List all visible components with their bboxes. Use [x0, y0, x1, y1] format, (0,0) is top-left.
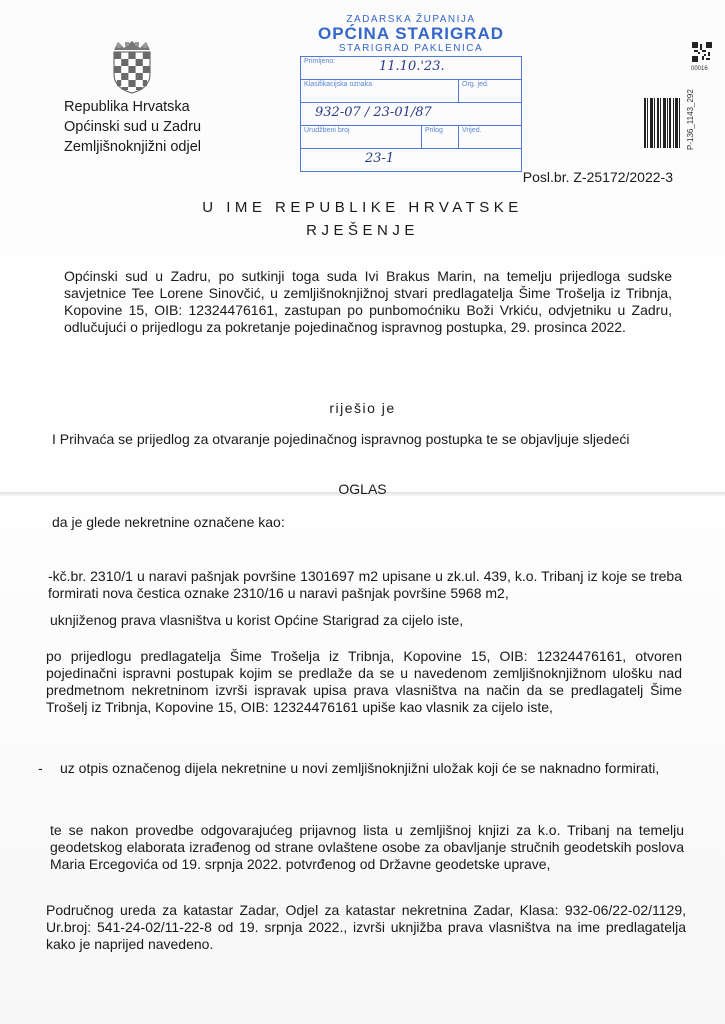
qr-code-icon [692, 42, 712, 62]
stamp-town: STARIGRAD PAKLENICA [338, 43, 484, 54]
notice-title: OGLAS [338, 481, 387, 497]
stamp-county: ZADARSKA ŽUPANIJA [346, 14, 476, 25]
stamp-table [300, 56, 522, 172]
vertical-code: P-136_1143_292 [686, 89, 695, 150]
stamp-received-label: Primljeno: [304, 58, 336, 65]
stamp-number-value: 23-1 [365, 151, 395, 166]
stamp-value-label: Vrijed. [462, 127, 482, 134]
after-paragraph: te se nakon provedbe odgovarajućeg prijavnog lista u zemljišnoj knjizi za k.o. Tribanj na temelju geodetskog elaborata izrađenog od strane ovlaštene osobe za obavljanje stručnih geodetskih poslova Maria Ercegovića od 19. srpnja 2022. potvrđenog od Državne geodetske uprave, [50, 822, 684, 872]
bullet-paragraph: uz otpis označenog dijela nekretnine u novi zemljišnoknjižni uložak koji će se naknadno formirati, [60, 760, 660, 776]
qr-caption: 00016 [691, 66, 708, 72]
issuer-department: Zemljišnoknjižni odjel [64, 139, 201, 155]
stamp-value-label-cell [459, 126, 522, 149]
stamp-class-label: Klasifikacijska oznaka [304, 81, 373, 88]
barcode-icon [644, 98, 680, 148]
owner-paragraph: uknjiženog prava vlasništva u korist Općine Starigrad za cijelo iste, [50, 612, 464, 628]
stamp-org-label: Org. jed. [462, 81, 489, 88]
regarding-paragraph: da je glede nekretnine označene kao: [52, 514, 285, 530]
issuer-block [64, 97, 201, 157]
intro-paragraph: Općinski sud u Zadru, po sutkinji toga suda Ivi Brakus Marin, na temelju prijedloga sudske savjetnice Tee Lorene Sinovčić, u zemljišnoknjižnoj stvari predlagatelja Šime Trošelja iz Tribnja, Kopovine 15, OIB: 12324476161, zastupan po punbomoćniku Boži Vrkiću, odvjetniku u Zadru, odlučujući o prijedlogu za pokretanje pojedinačnog ispravnog postupka, 29. prosinca 2022. [64, 268, 672, 335]
stamp-municipality: OPĆINA STARIGRAD [318, 24, 504, 43]
heading-decision: RJEŠENJE [306, 222, 419, 239]
stamp-number-label: Urudžbeni broj [304, 127, 350, 134]
issuer-court: Općinski sud u Zadru [64, 119, 202, 135]
proposal-paragraph: po prijedlogu predlagatelja Šime Trošelja iz Tribnja, Kopovine 15, OIB: 12324476161, otvoren pojedinačni ispravni postupak kojim se predlaže da se u navedenom zemljišnoknjižnom ulošku nad predmetnom nekretninom izvrši ispravak upisa prava vlasništva na način da se predlagatelj Šime Trošelj iz Tribnja, Kopovine 15, OIB: 12324476161 upiše kao vlasnik za cijelo iste, [46, 648, 682, 715]
bullet-dash: - [38, 760, 43, 776]
point-one-paragraph: I Prihvaća se prijedlog za otvaranje pojedinačnog ispravnog postupka te se objavljuje sljedeći [52, 431, 630, 447]
stamp-attach-label: Prilog [425, 127, 443, 134]
stamp-number-label-cell [301, 126, 422, 149]
stamp-received-value: 11.10.'23. [379, 59, 445, 74]
stamp-class-label-cell [301, 80, 459, 103]
office-paragraph: Područnog ureda za katastar Zadar, Odjel za katastar nekretnina Zadar, Klasa: 932-06/22-02/1129, Ur.broj: 541-24-02/11-22-8 od 19. srpnja 2022., izvrši uknjižba prava vlasništva na ime predlagatelja kako je naprijed navedeno. [46, 902, 686, 952]
stamp-org-label-cell [459, 80, 522, 103]
decided-line: riješio je [329, 400, 396, 416]
stamp-attach-label-cell [422, 126, 459, 149]
stamp-received-cell [301, 57, 522, 80]
receipt-stamp [300, 14, 522, 172]
case-reference: Posl.br. Z-25172/2022-3 [522, 169, 673, 185]
stamp-class-value-cell [301, 103, 522, 126]
issuer-state: Republika Hrvatska [64, 99, 190, 115]
heading-in-name-of-republic: U IME REPUBLIKE HRVATSKE [202, 199, 523, 216]
parcel-paragraph: -kč.br. 2310/1 u naravi pašnjak površine 1301697 m2 upisane u zk.ul. 439, k.o. Tribanj iz koje se treba formirati nova čestica oznake 2310/16 u naravi pašnjak površine 5968 m2, [48, 568, 682, 601]
coat-of-arms-icon [110, 40, 154, 94]
stamp-number-value-cell [301, 149, 522, 172]
stamp-class-value: 932-07 / 23-01/87 [315, 105, 432, 120]
